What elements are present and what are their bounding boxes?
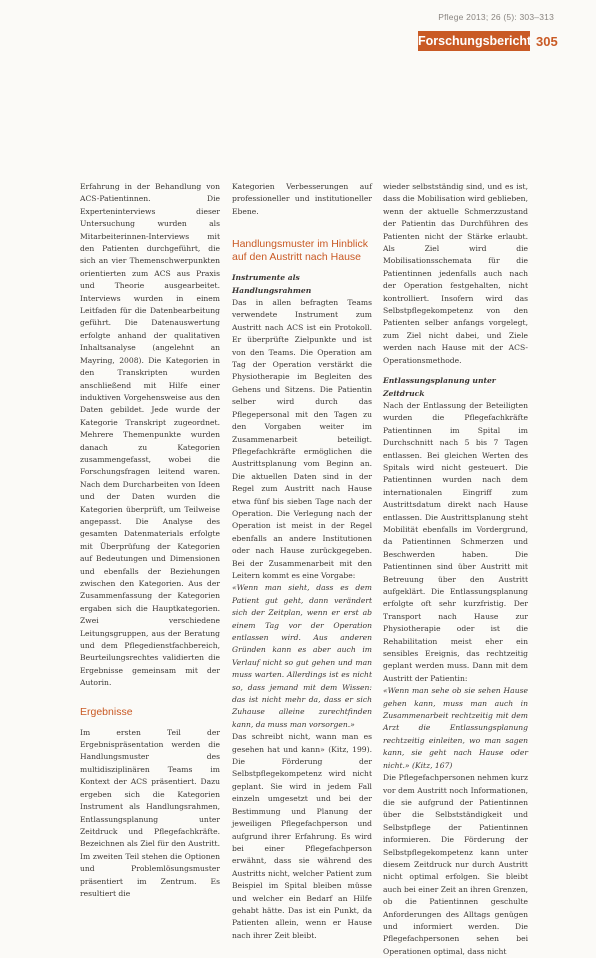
mobilisation-paragraph: wieder selbstständig sind, und es ist, dass die Mobilisation wird geblieben, wenn der aktuelle Schmerzzustand der Patientin das Durchführen des Patienten nicht der Stärke erlaubt. Als Ziel wird die Mobilisationsschemata für die Patientinnen jedenfalls auch nach der Operation festgehalten, nicht kontrolliert. Insofern wird das Selbstpflegekompetenz von den Patienten selber anfangs vorgelegt, zum Ziel nicht dabei, und Ziele werden nach Hause mit der ACS-Operationsmethode. <box>383 182 528 365</box>
results-intro-paragraph: Im ersten Teil der Ergebnispräsentation werden die Handlungsmuster des multidisziplinären Teams im Kontext der ACS präsentiert. Dazu ergeben sich die Kategorien Instrument als Handlungsrahmen, Entlassungsplanung unter Zeitdruck und Pflegefachkräfte. Bezeichnen als Ziel für den Austritt. Im zweiten Teil stehen die Optionen und Problemlösungsmuster präsentiert im Zentrum. Es resultiert die <box>80 727 220 898</box>
selbstpflege-paragraph: Das schreibt nicht, wann man es gesehen hat und kann» (Kitz, 199). Die Förderung der Selbstpflegekompetenz wird nicht geplant. Sie wird in jedem Fall einzeln umgesetzt und bei der Bestimmung und Planung der jeweiligen Pflegefachperson und aufgrund ihrer Erfahrung. Es wird bei einer Pflegefachperson erwähnt, dass sie während des Austritts nicht, welcher Patient zum Beispiel im Spital bleiben müsse und welcher ein Bedarf an Hilfe gehabt hätte. Das ist ein Punkt, da Patienten allein, wenn er Hause nach ihrer Zeit bleibt. <box>232 732 372 940</box>
zeitdruck-paragraph: Die Pflegefachpersonen nehmen kurz vor dem Austritt noch Informationen, die sie aufgrund der Patientinnen über die Selbstständigkeit und Selbstpflege der Patientinnen informieren. Die Förderung der Selbstpflegekompetenz kann unter diesem Zeitdruck nur durch Austritt nicht optimal erfolgen. Sie bleibt auch bei einer Zeit an ihren Grenzen, ob die Patientinnen geschulte Anforderungen des Alltags genügen und informiert werden. Die Pflegefachpersonen sehen bei Operationen optimal, dass nicht <box>383 773 528 956</box>
methods-paragraph: Erfahrung in der Behandlung von ACS-Patientinnen. Die Experteninterviews dieser Untersuchung wurden als Mitarbeiterinnen-Interviews mit den Patienten durchgeführt, die sich an vier Themenschwerpunkten orientierten zum ACS aus Praxis und Theorie ausgearbeitet. Interviews wurden in einem Leitfaden für die Datenbearbeitung geführt. Die Datenauswertung erfolgte anhand der qualitativen Inhaltsanalyse (angelehnt an Mayring, 2008). Die Kategorien in den Transkripten wurden anschließend mit Hilfe einer induktiven Vorgehensweise aus den Daten gebildet. Jede wurde der Kategorie Transkript zugeordnet. Mehrere Themenpunkte wurden danach zu Kategorien zusammengefasst, wobei die Forschungsfragen leitend waren. Nach dem Durcharbeiten von Ideen und der Daten wurden die Kategorien überprüft, um Teilweise angepasst. Die Analyse des gesamten Datenmaterials erfolgte mit Überprüfung der Kategorien auf Bedeutungen und Dimensionen und ebenfalls der Beziehungen zwischen den Kategorien. Aus der Zusammenfassung der Kategorien ergaben sich die Hauptkategorien. Zwei verschiedene Leitungsgruppen, aus der Beratung und dem Pflegedienstfachbereich, Beurteilungsrechtes validierten die Ergebnisse gemeinsam mit der Autorin. <box>80 182 220 688</box>
results-heading: Ergebnisse <box>80 705 133 718</box>
category-continuation: Kategorien Verbesserungen auf professioneller und institutioneller Ebene. <box>232 182 372 216</box>
page-number: 305 <box>536 34 558 49</box>
instrumente-paragraph: Das in allen befragten Teams verwendete Instrument zum Austritt nach ACS ist ein Protokoll. Er überprüfte Zielpunkte und ist von den Teams. Die Operation am Tag der Operation verstärkt die Physiotherapie im Begleiten des Gehens und Sitzens. Die Patientin selber wird durch das Pflegepersonal mit den Tagen zu den Vorgaben weiter im Zusammenarbeit beteiligt. Pflegefachkräfte ermöglichen die Austrittsplanung vom Beginn an. Die aktuellen Daten sind in der Regel zum Austritt nach Hause etwa fünf bis sieben Tage nach der Operation. Die Verlegung nach der Operation ist meist in der Regel ebenfalls an andere Institutionen oder nach Hause zurückgegeben. Bei der Zusammenarbeit mit den Leitern kommt es eine Vorgabe: <box>232 298 372 580</box>
text-column-left <box>80 181 220 900</box>
entlassung-paragraph: Nach der Entlassung der Beteiligten wurden die Pflegefachkräfte Patientinnen im Spital im Durchschnitt nach 5 bis 7 Tagen entlassen. Bei gleichen Werten des Spitals wird nicht gesteuert. Die Patientinnen wurden nach dem internationalen Eingriff zum Austrittsdatum direkt nach Hause entlassen. Die Austrittsplanung steht Mobilität ebenfalls im Vordergrund, da Patientinnen Schmerzen und Beschwerden haben. Die Patientinnen sind über Austritt mit Betreuung über den Austritt aufgeklärt. Die Entlassungsplanung erfolgte oft sehr kurzfristig. Der Transport nach Hause zur Physiotherapie oder ist die Rehabilitation meist eher ein sensibles Ereignis, das rechtzeitig geplant werden muss. Dann mit dem Austritt der Patientin: <box>383 400 528 683</box>
text-column-middle <box>232 181 372 942</box>
text-column-right <box>383 181 528 958</box>
section-band: Forschungsbericht <box>418 31 530 51</box>
interview-quote: «Wenn man sieht, dass es dem Patient gut geht, dann verändert sich der Zeitplan, wenn er erst ab einem Tag vor der Operation entlassen wird. Aus anderen Gründen kann es aber auch im Verlauf nicht so gut gehen und man muss warten. Allerdings ist es nicht so, dass jemand mit dem Wissen: das ist nicht mehr da, dass er sich Zuhause alleine zurechtfinden kann, da muss man vorsorgen.» <box>232 583 372 729</box>
section-heading-handlungsmuster: Handlungsmuster im Hinblick auf den Austritt nach Hause <box>232 238 368 264</box>
journal-citation: Pflege 2013; 26 (5): 303–313 <box>438 12 554 22</box>
interview-quote-right: «Wenn man sehe ob sie sehen Hause gehen kann, muss man auch in Zusammenarbeit rechtzeitig mit dem Arzt die Entlassungsplanung rechtzeitig einleiten, wo man sagen kann, sie geht nach Hause oder nicht.» (Kitz, 167) <box>383 686 528 770</box>
subheading-instrumente: Instrumente als Handlungsrahmen <box>232 273 312 295</box>
subheading-entlassungsplanung: Entlassungsplanung unter Zeitdruck <box>383 376 496 398</box>
